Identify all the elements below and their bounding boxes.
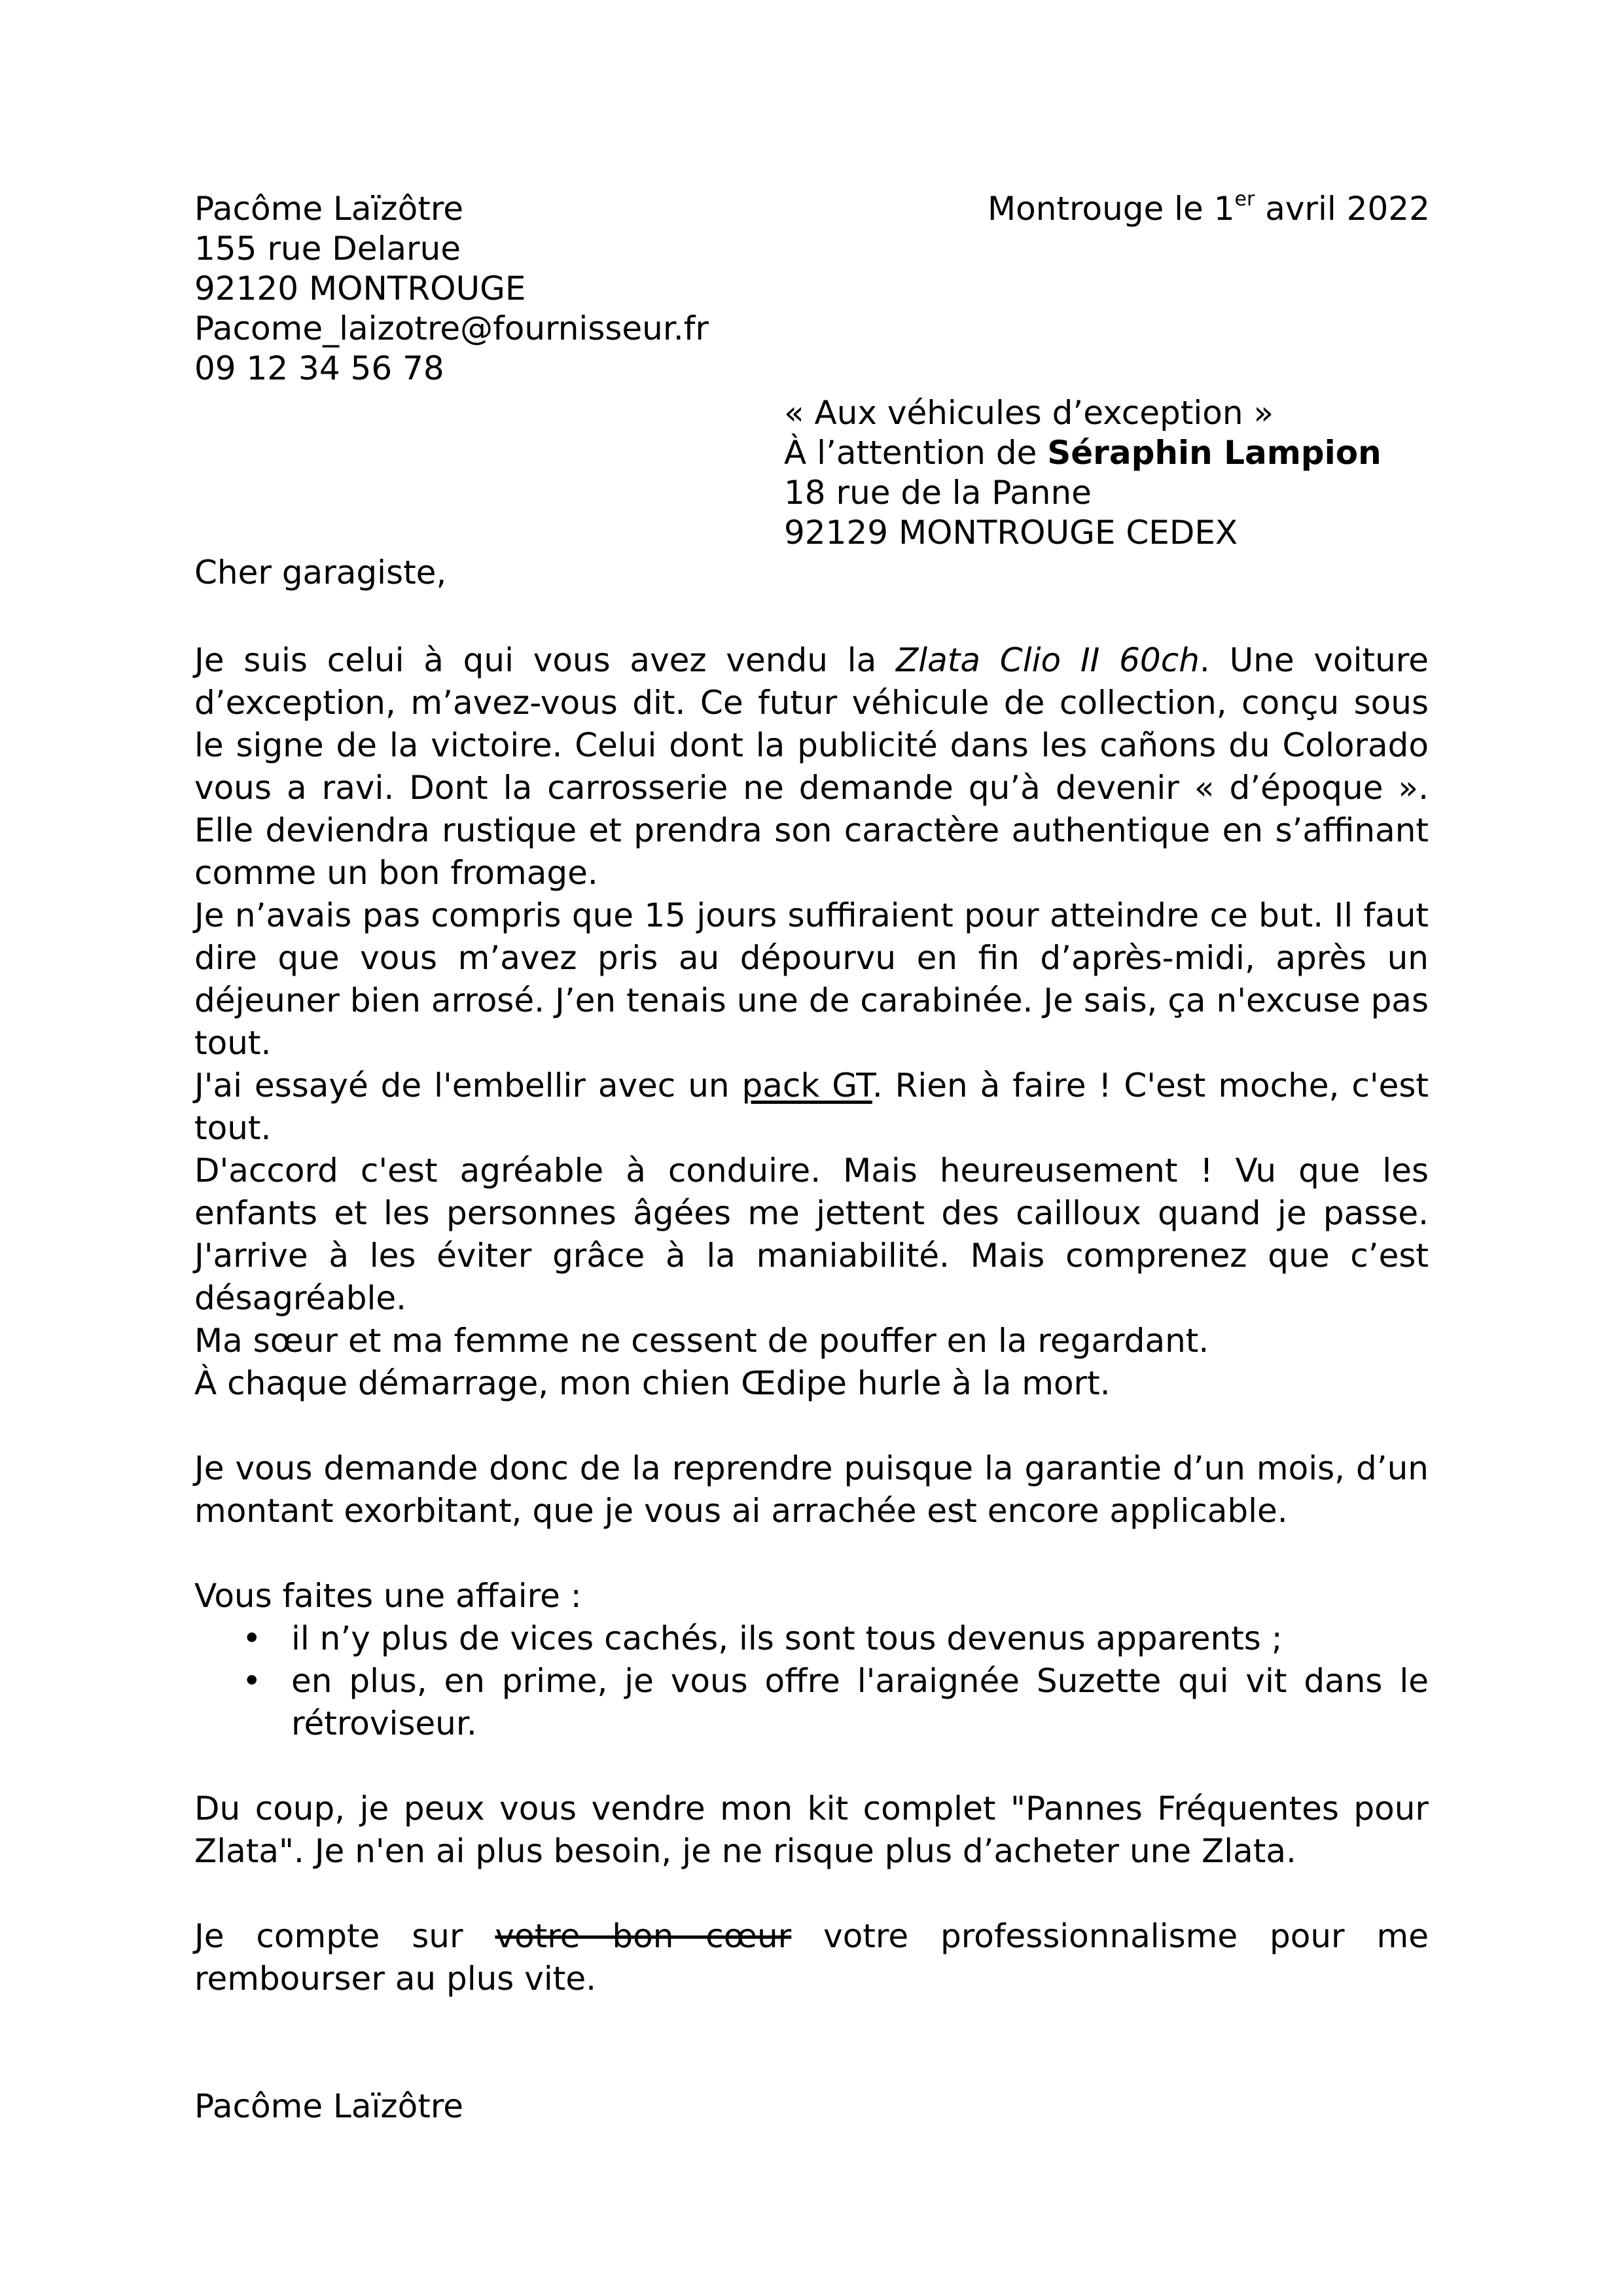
recipient-city: 92129 MONTROUGE CEDEX: [784, 514, 1238, 552]
paragraph-5: Ma sœur et ma femme ne cessent de pouffer en la regardant.: [194, 1322, 1209, 1360]
attention-name: Séraphin Lampion: [1047, 434, 1382, 472]
date-superscript: er: [1234, 188, 1255, 211]
spacer: [194, 1532, 1429, 1575]
paragraph-10: [194, 1915, 1429, 2000]
p1-text-after: . Une voiture d’exception, m’avez-vous dit. Ce futur véhicule de collection, conçu sous le signe de la victoire. Celui dont la publicité dans les cañons du Colorado vous a ravi. Dont la carrosserie ne demande qu’à devenir « d’époque ». Elle deviendra rustique et prendra son caractère authentique en s’affinant comme un bon fromage.: [194, 641, 1429, 892]
date-prefix: Montrouge le 1: [988, 190, 1235, 228]
sender-block: [194, 189, 709, 389]
bullet-icon: •: [242, 1619, 262, 1657]
list-item: [242, 1617, 1429, 1660]
recipient-company: « Aux véhicules d’exception »: [784, 394, 1274, 432]
p3-text-after: . Rien à faire ! C'est moche, c'est tout.: [194, 1067, 1429, 1147]
paragraph-6: À chaque démarrage, mon chien Œdipe hurle à la mort.: [194, 1364, 1111, 1402]
bullet-1-text: il n’y plus de vices cachés, ils sont tous devenus apparents ;: [291, 1619, 1283, 1657]
sender-email: Pacome_laizotre@fournisseur.fr: [194, 309, 709, 347]
bullet-2-text: en plus, en prime, je vous offre l'araignée Suzette qui vit dans le rétroviseur.: [291, 1662, 1429, 1742]
struck-text: votre bon cœur: [495, 1917, 792, 1955]
paragraph-3: [194, 1065, 1429, 1150]
bullet-list: [194, 1617, 1429, 1745]
paragraph-4: D'accord c'est agréable à conduire. Mais heureusement ! Vu que les enfants et les personnes âgées me jettent des cailloux quand je passe. J'arrive à les éviter grâce à la maniabilité. Mais comprenez que c’est désagréable.: [194, 1152, 1429, 1317]
sender-phone: 09 12 34 56 78: [194, 349, 444, 387]
paragraph-8: Vous faites une affaire :: [194, 1577, 582, 1615]
bullet-icon: •: [242, 1662, 262, 1700]
spacer: [194, 1873, 1429, 1915]
paragraph-2: Je n’avais pas compris que 15 jours suffiraient pour atteindre ce but. Il faut dire que vous m’avez pris au dépourvu en fin d’après-midi, après un déjeuner bien arrosé. J’en tenais une de carabinée. Je sais, ça n'excuse pas tout.: [194, 896, 1429, 1062]
paragraph-9: Du coup, je peux vous vendre mon kit complet "Pannes Fréquentes pour Zlata". Je n'en ai plus besoin, je ne risque plus d’acheter une Zlata.: [194, 1790, 1429, 1870]
recipient-attention: [784, 433, 1382, 473]
letter-body: [194, 639, 1429, 2128]
list-item: [242, 1660, 1429, 1745]
pack-gt-link: pack GT: [741, 1067, 872, 1104]
p1-text-before: Je suis celui à qui vous avez vendu la: [194, 641, 896, 679]
p10-text-after: votre professionnalisme pour me rembourser au plus vite.: [194, 1917, 1429, 1998]
recipient-block: [784, 393, 1382, 553]
attention-prefix: À l’attention de: [784, 434, 1048, 472]
sender-name: Pacôme Laïzôtre: [194, 190, 464, 228]
car-model: Zlata Clio II 60ch: [895, 641, 1200, 679]
paragraph-1: [194, 639, 1429, 894]
p3-text-before: J'ai essayé de l'embellir avec un: [194, 1067, 742, 1104]
recipient-street: 18 rue de la Panne: [784, 474, 1092, 512]
spacer: [194, 1405, 1429, 1447]
signature: Pacôme Laïzôtre: [194, 2087, 464, 2125]
sender-city: 92120 MONTROUGE: [194, 270, 526, 308]
spacer: [194, 2000, 1429, 2085]
letter-date: [988, 189, 1430, 229]
spacer: [194, 1745, 1429, 1788]
salutation: Cher garagiste,: [194, 554, 447, 592]
paragraph-7: Je vous demande donc de la reprendre puisque la garantie d’un mois, d’un montant exorbitant, que je vous ai arrachée est encore applicable.: [194, 1449, 1429, 1530]
p10-text-before: Je compte sur: [194, 1917, 495, 1955]
date-suffix: avril 2022: [1255, 190, 1430, 228]
sender-street: 155 rue Delarue: [194, 230, 461, 268]
